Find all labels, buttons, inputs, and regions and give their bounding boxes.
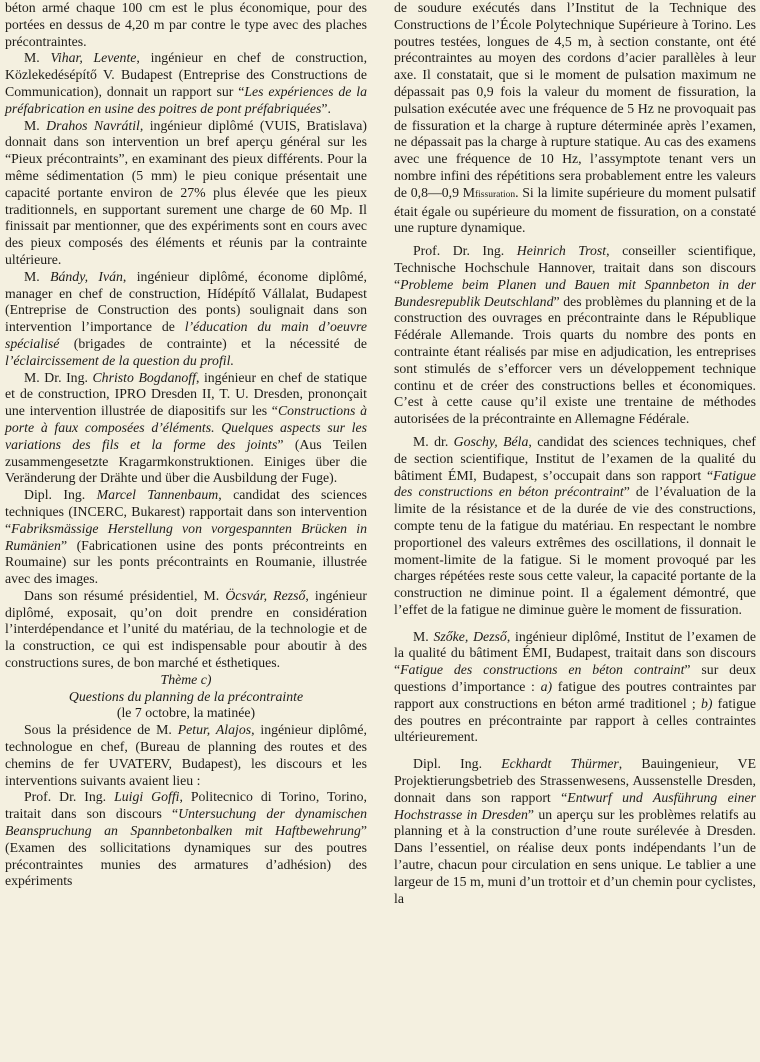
emphasis: l’éducation du main d’oeuvre spécialisé [5, 319, 367, 351]
section-title: Questions du planning de la précontrainte [68, 688, 304, 704]
section-theme-label: Thème c) [160, 671, 212, 687]
person-name: Eckhardt Thürmer [501, 756, 619, 772]
paragraph: M. Bándy, Iván, ingénieur diplômé, économe diplômé, manager en chef de construction, Hídépítő Vállalat, Budapest (Entreprise de Construction des ponts) soulignait dans son intervention l’importance de l’éducation du main d’oeuvre spécialisé (brigades de contrainte) et la nécessité de l’éclaircissement de la question du profil. [5, 268, 367, 368]
person-name: Vihar, Levente [50, 50, 137, 66]
person-name: Drahos Navrátil [46, 117, 140, 133]
paragraph: M. Dr. Ing. Christo Bogdanoff, ingénieur en chef de statique et de construction, IPRO Dresden II, T. U. Dresden, prononçait une intervention illustrée de diapositifs sur les “Constructions à porte à faux composées d’éléments. Quelques aspects sur les variations des fils et la forme des joints” (Aus Teilen zusammengesetzte Kragarmkonstruktionen. Einiges über die Veränderung der Drähte und über die Ausbildung der Fuge). [5, 369, 367, 486]
paragraph: de soudure exécutés dans l’Institut de la Technique des Constructions de l’École Polytechnique Supérieure à Torino. Les poutres testées, longues de 4,5 m, à section constante, ont été précontraintes au moyen des cordons d’acier parallèles à leur axe. Il constatait, que si le moment de pulsation maximum ne dépassait pas 0,9 fois la valeur du moment de fissuration, la pulsation exécutée avec une fréquence de 5 Hz ne provoquait pas de fissuration et la charge à rupture déterminée après l’examen, ne dépassait pas la charge à rupture statique. Au cas des examens avec une fréquence de 10 Hz, l’assymptote tenant vers un nombre infini des répétitions sera probablement entre les valeurs de 0,8—0,9 Mfissuration. Si la limite supérieure du moment pulsatif était égale ou supérieure du moment de fissuration, on a constaté une rupture dynamique. [394, 0, 756, 236]
paragraph: Sous la présidence de M. Petur, Alajos, ingénieur diplômé, technologue en chef, (Bureau de planning des routes et des chemins de fer UVATERV, Budapest), les discours et les interventions suivants avaient lieu : [5, 722, 367, 788]
emphasis: l’éclaircissement de la question du profil. [5, 352, 234, 368]
paragraph: Dipl. Ing. Eckhardt Thürmer, Bauingenieur, VE Projektierungsbetrieb des Strassenwesens, Aussenstelle Dresden, donnait dans son rapport “Entwurf und Ausführung einer Hochstrasse in Dresden” un aperçu sur les problèmes relatifs au planning et à la construction d’une route surélevée à Dresden. Dans l’essentiel, on réalise deux ponts indépendants l’un de l’autre, chacun pour circulation en sens unique. Le tablier a une largeur de 15 m, muni d’un trottoir et d’un chemin pour cyclistes, la [394, 756, 756, 906]
person-name: Szőke, Dezső [433, 628, 507, 644]
list-marker: a) [540, 679, 553, 695]
report-title: Untersuchung der dynamischen Beanspruchung an Spannbetonbalken mit Haftbewehrung [5, 806, 367, 839]
person-name: Heinrich Trost [516, 243, 607, 259]
subscript: fissuration [475, 189, 516, 200]
report-title: Constructions à porte à faux composées d’éléments. Quelques aspects sur les variations des fils et la forme des joints [5, 403, 367, 452]
paragraph: M. Vihar, Levente, ingénieur en chef de construction, Közlekedésépítő V. Budapest (Entreprise des Constructions de Communication), donnait un rapport sur “Les expériences de la préfabrication en usine des poitres de pont préfabriquées”. [5, 50, 368, 116]
right-column [394, 0, 756, 907]
paragraph: Dans son résumé présidentiel, M. Öcsvár, Rezső, ingénieur diplômé, exposait, qu’on doit prendre en considération l’interdépendance et l’unité du matériau, de la technologie et de la construction, ce qui est indispensable pour aboutir à des constructions sures, de bon marché et ésthetiques. [5, 587, 367, 671]
report-title: Entwurf und Ausführung einer Hochstrasse in Dresden [394, 789, 756, 822]
paragraph: M. dr. Goschy, Béla, candidat des sciences techniques, chef de section scientifique, Institut de l’examen de la qualité du bâtiment ÉMI, Budapest, s’occupait dans son rapport “Fatigue des constructions en béton précontraint” de l’évaluation de la limite de la résistance et de la durée de vie des constructions, compte tenu de la fatigue du matériau. En respectant le nombre proportionel des valeurs extrêmes des oscillations, il donnait le moment-limite de la fatigue. Si le moment provoqué par les charges répétées reste sous cette valeur, la capacité portante de la construction ne diminue point. Il a également démontré, que l’effet de la fatigue ne diminue guère le moment de fissuration. [394, 433, 756, 617]
person-name: Christo Bogdanoff [92, 369, 196, 385]
paragraph: Prof. Dr. Ing. Luigi Goffi, Politecnico di Torino, Torino, traitait dans son discours “Untersuchung der dynamischen Beanspruchung an Spannbetonbalken mit Haftbewehrung” (Examen des sollicitations dynamiques sur des poutres précontraintes munies des armatures d’adhésion) des expériments [5, 789, 367, 889]
person-name: Bándy, Iván [50, 268, 123, 284]
person-name: Öcsvár, Rezső [225, 587, 306, 603]
paragraph: béton armé chaque 100 cm est le plus économique, pour des portées en dessus de 4,20 m par contre le type avec des plaches précontraintes. [5, 0, 367, 49]
report-title: Fabriksmässige Herstellung von vorgespannten Brücken in Rumänien [5, 520, 367, 553]
left-column [5, 0, 367, 890]
paragraph: Prof. Dr. Ing. Heinrich Trost, conseiller scientifique, Technische Hochschule Hannover, traitait dans son discours “Probleme beim Planen und Bauen mit Spannbeton in der Bundesrepublik Deutschland” des problèmes du planning et de la construction des ouvrages en précontrainte dans le République Fédérale Allemande. Trois quarts du nombre des ponts en contrainte étant réalisés par mise en adjudication, les entreprises sont stimulés de s’efforcer vers un développement technique continu et de créer des constructions belles et économiques. C’est à cette cause qu’il existe une trentaine de méthodes autorisées de la précontrainte en Allemagne Fédérale. [394, 243, 756, 427]
section-date: (le 7 octobre, la matinée) [116, 705, 256, 721]
person-name: Luigi Goffi [114, 789, 180, 805]
paragraph: M. Szőke, Dezső, ingénieur diplômé, Institut de l’examen de la qualité du bâtiment ÉMI, Budapest, traitait dans son discours “Fatigue des constructions en béton contraint” sur deux questions d’importance : a) fatigue des poutres contraintes par rapport aux constructions en béton armé traditionel ; b) fatigue des poutres en précontrainte par rapport à celles contraintes ultérieurement. [394, 628, 756, 745]
person-name: Goschy, Béla [453, 433, 529, 449]
list-marker: b) [700, 695, 713, 711]
person-name: Petur, Alajos [177, 722, 252, 738]
paragraph: Dipl. Ing. Marcel Tannenbaum, candidat des sciences techniques (INCERC, Bukarest) rapportait dans son intervention “Fabriksmässige Herstellung von vorgespannten Brücken in Rumänien” (Fabricationen usine des ponts précontreints en Roumaine) sur les ponts précontraints en Roumanie, illustrée avec des images. [5, 487, 368, 587]
report-title: Probleme beim Planen und Bauen mit Spannbeton in der Bundesrepublik Deutschland [394, 276, 756, 309]
paragraph: M. Drahos Navrátil, ingénieur diplômé (VUIS, Bratislava) donnait dans son intervention un bref aperçu général sur les “Pieux précontraints”, en examinant des pieux différents. Pour la même sédimentation (5 mm) le pieu conique présentait une capacité portante environ de 27% plus élevée que les pieux traditionnels, en supportant surement une charge de 60 Mp. Il finissait par mentionner, que des expériments sont en cours avec des pieux composés des éléments et réunis par la contrainte ultérieure. [5, 117, 367, 267]
report-title: Les expériences de la préfabrication en usine des poitres de pont préfabriquées [5, 83, 367, 116]
person-name: Marcel Tannenbaum [96, 487, 219, 503]
report-title: Fatigue des constructions en béton contraint [400, 662, 685, 678]
report-title: Fatigue des constructions en béton précontraint [394, 467, 756, 500]
